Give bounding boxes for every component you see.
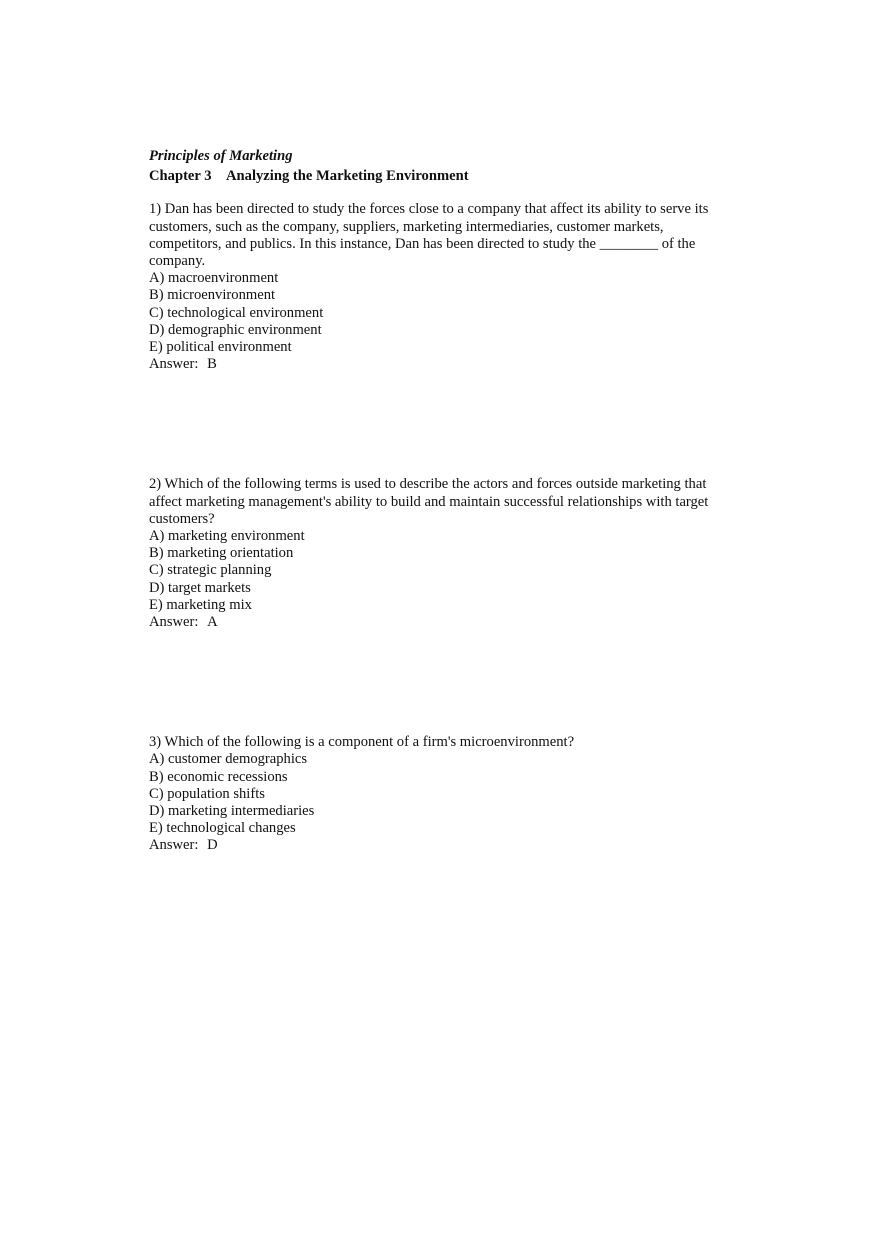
answer-option: C) population shifts xyxy=(149,785,265,802)
answer-option: B) marketing orientation xyxy=(149,545,294,562)
answer-option: D) demographic environment xyxy=(149,321,322,338)
answer-label: Answer: xyxy=(149,837,199,854)
answer-key: B xyxy=(207,356,217,373)
question-stem xyxy=(149,201,739,270)
page-content xyxy=(149,148,739,855)
question-2 xyxy=(149,476,739,631)
answer-key: A xyxy=(207,614,218,631)
answer-option: B) microenvironment xyxy=(149,287,276,304)
answer-option: D) marketing intermediaries xyxy=(149,803,315,820)
stem-line: affect marketing management's ability to build and maintain successful relationships with target xyxy=(149,493,709,510)
stem-line: 1) Dan has been directed to study the forces close to a company that affect its ability to serve its xyxy=(149,201,709,218)
book-title: Principles of Marketing xyxy=(149,148,293,164)
answer-option: E) political environment xyxy=(149,339,292,356)
answer-option: B) economic recessions xyxy=(149,768,288,785)
answer-key: D xyxy=(207,837,218,854)
answer-option: C) technological environment xyxy=(149,304,324,321)
answer-line xyxy=(149,614,739,631)
answer-option: A) marketing environment xyxy=(149,528,305,545)
question-1 xyxy=(149,201,739,373)
answer-label: Answer: xyxy=(149,356,199,373)
answer-option: C) strategic planning xyxy=(149,562,272,579)
stem-line: competitors, and publics. In this instance, Dan has been directed to study the ________ of the xyxy=(149,235,696,252)
stem-line: customers? xyxy=(149,510,215,527)
answer-line xyxy=(149,837,739,854)
answer-line xyxy=(149,356,739,373)
chapter-heading xyxy=(149,168,739,185)
answer-option: E) technological changes xyxy=(149,820,296,837)
stem-line: company. xyxy=(149,253,206,270)
answer-option: A) customer demographics xyxy=(149,751,308,768)
question-stem xyxy=(149,734,739,751)
answer-option: D) target markets xyxy=(149,579,251,596)
answer-option: E) marketing mix xyxy=(149,596,252,613)
chapter-number: Chapter 3 xyxy=(149,168,212,185)
chapter-title: Analyzing the Marketing Environment xyxy=(226,168,469,185)
question-stem xyxy=(149,476,739,528)
stem-line: 2) Which of the following terms is used to describe the actors and forces outside marketing that xyxy=(149,476,707,493)
answer-label: Answer: xyxy=(149,614,199,631)
answer-option: A) macroenvironment xyxy=(149,270,279,287)
stem-line: 3) Which of the following is a component of a firm's microenvironment? xyxy=(149,734,575,751)
stem-line: customers, such as the company, suppliers, marketing intermediaries, customer markets, xyxy=(149,218,664,235)
question-3 xyxy=(149,734,739,854)
